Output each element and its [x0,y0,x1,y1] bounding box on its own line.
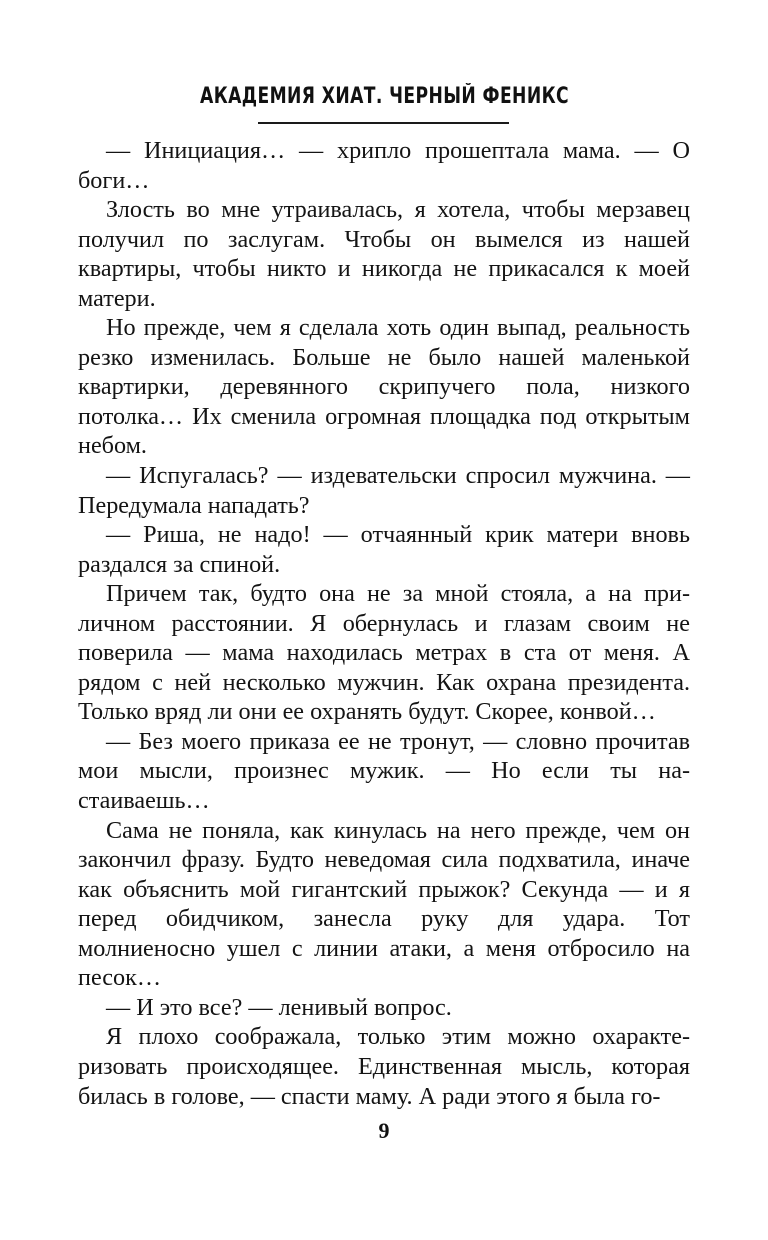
paragraph: Сама не поняла, как кинулась на него прежде, чем он закончил фразу. Будто неведомая сила подхватила, иначе как объяснить мой гигантский прыжок? Секунда — и я перед обидчиком, занесла руку для удара. Тот молниеносно ушел с линии атаки, а меня отбросило на песок… [78,816,690,992]
paragraph: — Инициация… — хрипло прошептала мама. — О боги… [78,137,690,194]
paragraph: — Без моего приказа ее не тронут, — словно прочитав мои мысли, произнес мужик. — Но если ты настаиваешь… [78,727,690,815]
book-title: АКАДЕМИЯ ХИАТ. ЧЕРНЫЙ ФЕНИКС [199,84,569,109]
body-text [78,136,690,1111]
running-header [0,84,768,109]
paragraph: Я плохо соображала, только этим можно охарактеризовать происходящее. Единственная мысль, которая билась в голове, — спасти маму. А ради этого я была го- [78,1023,690,1110]
paragraph: — И это все? — ленивый вопрос. [106,993,452,1021]
paragraph: Злость во мне утраивалась, я хотела, чтобы мерзавец получил по заслугам. Чтобы он вымелся из нашей квартиры, чтобы никто и никогда не прикасался к моей матери. [78,196,690,312]
paragraph: Причем так, будто она не за мной стояла, а на приличном расстоянии. Я обернулась и глазам своим не поверила — мама находилась метрах в ста от меня. А рядом с ней несколько мужчин. Как охрана президента. Только вряд ли они ее охранять будут. Скорее, конвой… [78,580,690,726]
paragraph: — Испугалась? — издевательски спросил мужчина. — Передумала нападать? [78,462,690,519]
header-rule [258,122,509,124]
paragraph: Но прежде, чем я сделала хоть один выпад, реальность резко изменилась. Больше не было нашей маленькой квартирки, деревянного скрипучего пола, низкого потолка… Их сменила огромная площадка под открытым небом. [78,314,690,460]
paragraph: — Риша, не надо! — отчаянный крик матери вновь раздался за спиной. [78,521,690,578]
page-number: 9 [378,1118,390,1143]
